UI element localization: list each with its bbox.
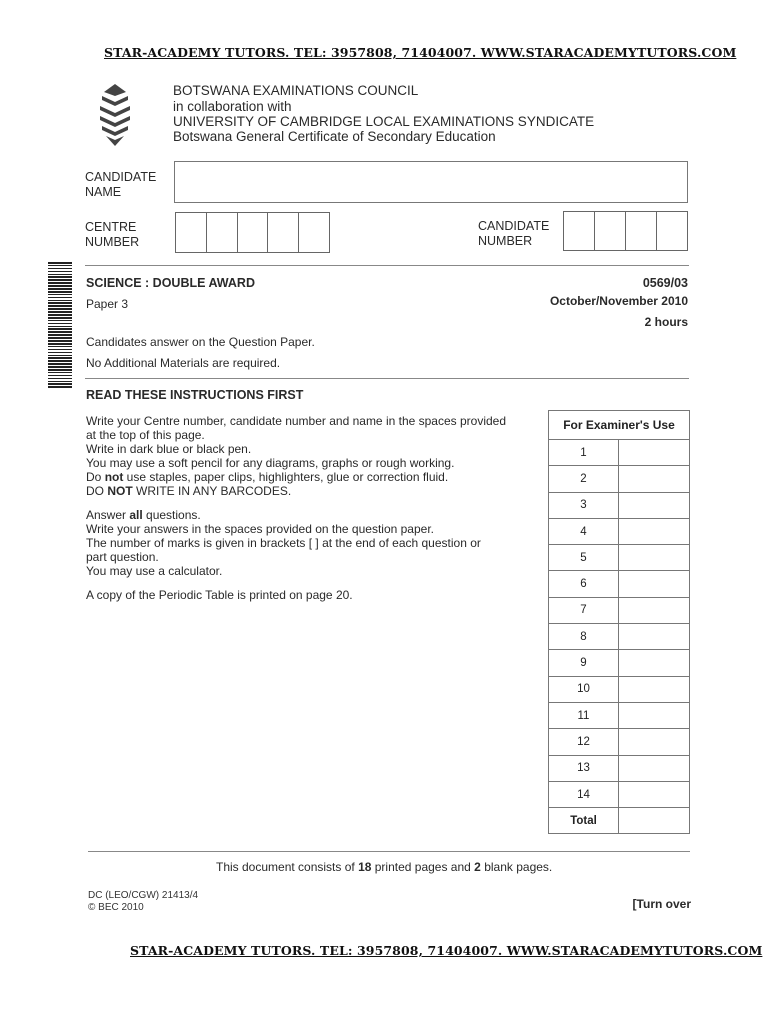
- exam-session: October/November 2010: [549, 294, 688, 308]
- materials-note: No Additional Materials are required.: [86, 356, 281, 370]
- centre-number-label: CENTRE NUMBER: [85, 220, 140, 249]
- examiner-row: [549, 650, 690, 676]
- mark-cell: [619, 466, 690, 492]
- exam-duration: 2 hours: [644, 315, 688, 329]
- instructions-heading: READ THESE INSTRUCTIONS FIRST: [86, 388, 304, 402]
- candidate-number-label: CANDIDATE NUMBER: [478, 219, 550, 248]
- mark-cell: [619, 624, 690, 650]
- examiner-row: [549, 571, 690, 597]
- examiner-row: [549, 466, 690, 492]
- question-number: 1: [549, 440, 619, 466]
- page-count-note: This document consists of 18 printed pages and 2 blank pages.: [216, 860, 553, 874]
- mark-cell: [619, 755, 690, 781]
- divider: [85, 265, 689, 266]
- mark-cell: [619, 440, 690, 466]
- question-number: 8: [549, 624, 619, 650]
- mark-cell: [619, 597, 690, 623]
- mark-cell: [619, 650, 690, 676]
- turn-over: [Turn over: [632, 897, 691, 911]
- question-number: 5: [549, 545, 619, 571]
- centre-number-field[interactable]: [175, 212, 330, 253]
- question-number: 14: [549, 781, 619, 807]
- org-line-4: Botswana General Certificate of Secondary Education: [173, 129, 496, 144]
- barcode: [48, 262, 72, 389]
- mark-cell: [619, 545, 690, 571]
- candidate-number-field[interactable]: [563, 211, 688, 251]
- examiner-row: [549, 624, 690, 650]
- paper-code: 0569/03: [642, 276, 688, 290]
- examiner-table-title: For Examiner's Use: [549, 411, 690, 440]
- answer-note: Candidates answer on the Question Paper.: [86, 335, 315, 349]
- examiner-row: [549, 492, 690, 518]
- examiner-row: [549, 545, 690, 571]
- examiner-row: [549, 440, 690, 466]
- examiner-row: [549, 518, 690, 544]
- question-number: 10: [549, 676, 619, 702]
- examiner-row: [549, 781, 690, 807]
- org-line-1: BOTSWANA EXAMINATIONS COUNCIL: [173, 83, 419, 98]
- mark-cell: [619, 808, 690, 834]
- question-number: 2: [549, 466, 619, 492]
- question-number: 9: [549, 650, 619, 676]
- divider: [85, 378, 689, 379]
- bec-logo-icon: [96, 82, 134, 148]
- candidate-name-label: CANDIDATE NAME: [85, 170, 157, 199]
- paper-number: Paper 3: [86, 297, 129, 311]
- question-number: 6: [549, 571, 619, 597]
- header-banner: STAR-ACADEMY TUTORS. TEL: 3957808, 71404007. WWW.STARACADEMYTUTORS.COM: [104, 45, 737, 60]
- examiner-row: [549, 755, 690, 781]
- org-line-3: UNIVERSITY OF CAMBRIDGE LOCAL EXAMINATIONS SYNDICATE: [173, 114, 595, 129]
- question-number: Total: [549, 808, 619, 834]
- question-number: 3: [549, 492, 619, 518]
- examiner-row: [549, 808, 690, 834]
- examiner-row: [549, 676, 690, 702]
- divider: [88, 851, 690, 852]
- question-number: 13: [549, 755, 619, 781]
- mark-cell: [619, 729, 690, 755]
- mark-cell: [619, 492, 690, 518]
- examiner-table: [548, 410, 690, 834]
- footer-banner: STAR-ACADEMY TUTORS. TEL: 3957808, 71404007. WWW.STARACADEMYTUTORS.COM: [130, 943, 763, 958]
- subject-title: SCIENCE : DOUBLE AWARD: [86, 276, 255, 290]
- question-number: 4: [549, 518, 619, 544]
- mark-cell: [619, 518, 690, 544]
- mark-cell: [619, 781, 690, 807]
- document-reference: DC (LEO/CGW) 21413/4 © BEC 2010: [88, 890, 199, 913]
- question-number: 7: [549, 597, 619, 623]
- question-number: 11: [549, 702, 619, 728]
- examiner-row: [549, 729, 690, 755]
- mark-cell: [619, 676, 690, 702]
- question-number: 12: [549, 729, 619, 755]
- org-line-2: in collaboration with: [173, 99, 292, 114]
- instructions-block: Write your Centre number, candidate number and name in the spaces provided at the top of this page. Write in dark blue or black pen. You may use a soft pencil for any diagrams, graphs or rough working. Do not use staples, paper clips, highlighters, glue or correction fluid. DO NOT WRITE IN ANY BARCODES. Answer all questions. Write your answers in the spaces provided on the question paper. The number of marks is given in brackets [ ] at the end of each question or part question. You may use a calculator. A copy of the Periodic Table is printed on page 20.: [86, 414, 507, 602]
- candidate-name-field[interactable]: [174, 161, 688, 203]
- examiner-row: [549, 702, 690, 728]
- mark-cell: [619, 571, 690, 597]
- mark-cell: [619, 702, 690, 728]
- examiner-row: [549, 597, 690, 623]
